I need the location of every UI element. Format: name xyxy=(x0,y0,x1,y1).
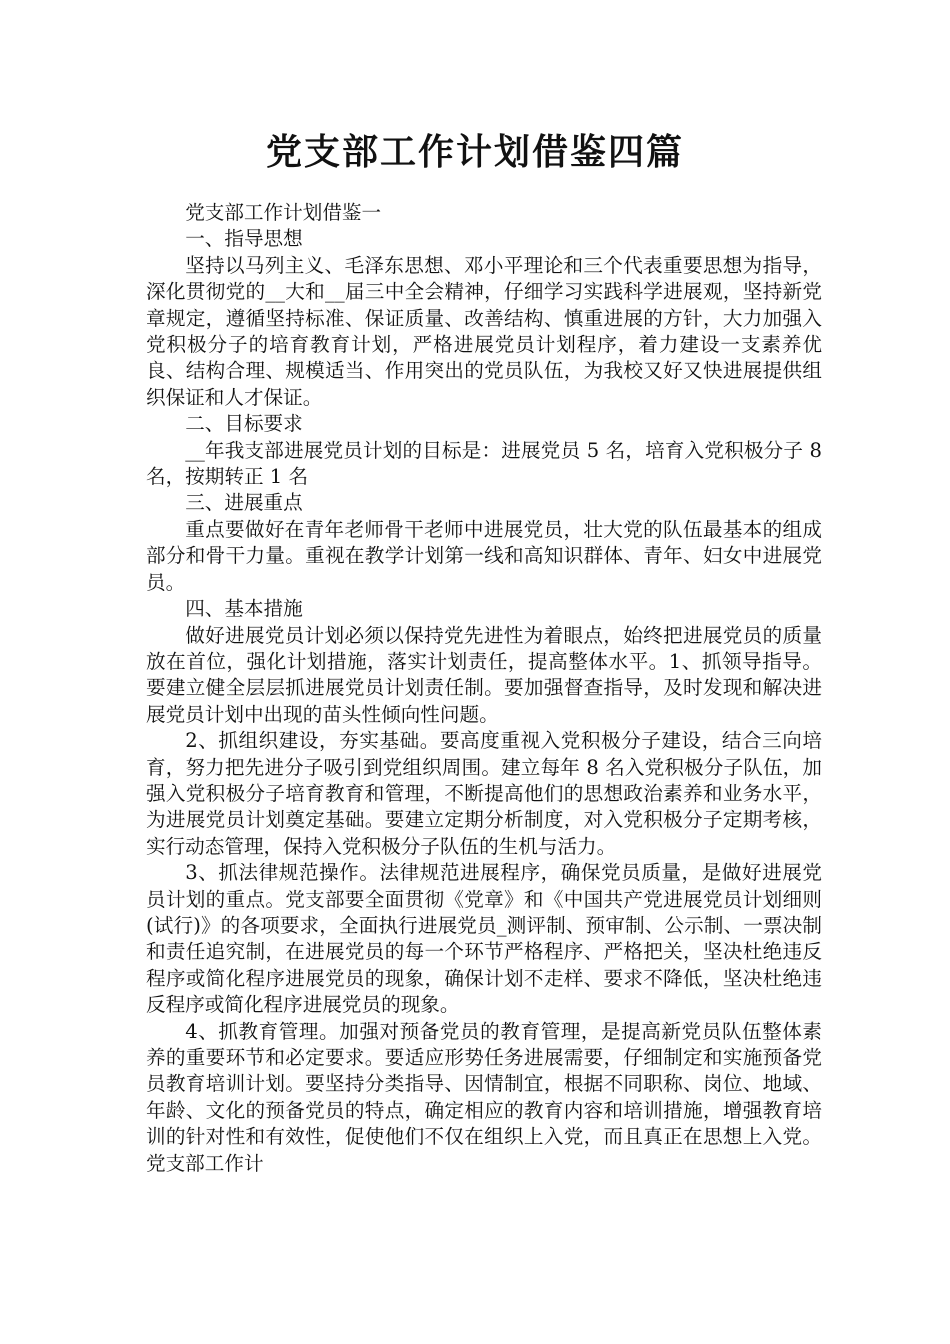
paragraph-measure-1: 做好进展党员计划必须以保持党先进性为着眼点，始终把进展党员的质量放在首位，强化计划措施，落实计划责任，提高整体水平。1、抓领导指导。要建立健全层层抓进展党员计划责任制。要加强督查指导，及时发现和解决进展党员计划中出现的苗头性倾向性问题。 xyxy=(146,623,822,726)
paragraph-measure-4: 4、抓教育管理。加强对预备党员的教育管理，是提高新党员队伍整体素养的重要环节和必定要求。要适应形势任务进展需要，仔细制定和实施预备党员教育培训计划。要坚持分类指导、因情制宜，根据不同职称、岗位、地域、年龄、文化的预备党员的特点，确定相应的教育内容和培训措施，增强教育培训的针对性和有效性，促使他们不仅在组织上入党，而且真正在思想上入党。党支部工作计 xyxy=(146,1019,822,1175)
section-heading-focus: 三、进展重点 xyxy=(185,491,303,515)
paragraph-goals: __年我支部进展党员计划的目标是：进展党员 5 名，培育入党积极分子 8 名，按期转正 1 名 xyxy=(146,438,822,489)
paragraph-guiding-ideology: 坚持以马列主义、毛泽东思想、邓小平理论和三个代表重要思想为指导，深化贯彻党的__大和__届三中全会精神，仔细学习实践科学进展观，坚持新党章规定，遵循坚持标准、保证质量、改善结构、慎重进展的方针，大力加强入党积极分子的培育教育计划，严格进展党员计划程序，着力建设一支素养优良、结构合理、规模适当、作用突出的党员队伍，为我校又好又快进展提供组织保证和人才保证。 xyxy=(146,253,822,409)
section-heading-measures: 四、基本措施 xyxy=(185,597,303,621)
document-body xyxy=(146,200,822,1177)
section-heading-plan-one: 党支部工作计划借鉴一 xyxy=(185,201,382,224)
paragraph-focus: 重点要做好在青年老师骨干老师中进展党员，壮大党的队伍最基本的组成部分和骨干力量。重视在教学计划第一线和高知识群体、青年、妇女中进展党员。 xyxy=(146,517,822,594)
paragraph-measure-3: 3、抓法律规范操作。法律规范进展程序，确保党员质量，是做好进展党员计划的重点。党支部要全面贯彻《党章》和《中国共产党进展党员计划细则(试行)》的各项要求，全面执行进展党员_测评制、预审制、公示制、一票决制和责任追究制，在进展党员的每一个环节严格程序、严格把关，坚决杜绝违反程序或简化程序进展党员的现象，确保计划不走样、要求不降低，坚决杜绝违反程序或简化程序进展党员的现象。 xyxy=(146,861,822,1017)
document-title: 党支部工作计划借鉴四篇 xyxy=(265,131,684,173)
paragraph-measure-2: 2、抓组织建设，夯实基础。要高度重视入党积极分子建设，结合三向培育，努力把先进分子吸引到党组织周围。建立每年 8 名入党积极分子队伍，加强入党积极分子培育教育和管理，不断提高他们的思想政治素养和业务水平，为进展党员计划奠定基础。要建立定期分析制度，对入党积极分子定期考核，实行动态管理，保持入党积极分子队伍的生机与活力。 xyxy=(146,729,822,858)
section-heading-guiding-ideology: 一、指导思想 xyxy=(185,227,303,251)
section-heading-goals: 二、目标要求 xyxy=(185,412,303,436)
